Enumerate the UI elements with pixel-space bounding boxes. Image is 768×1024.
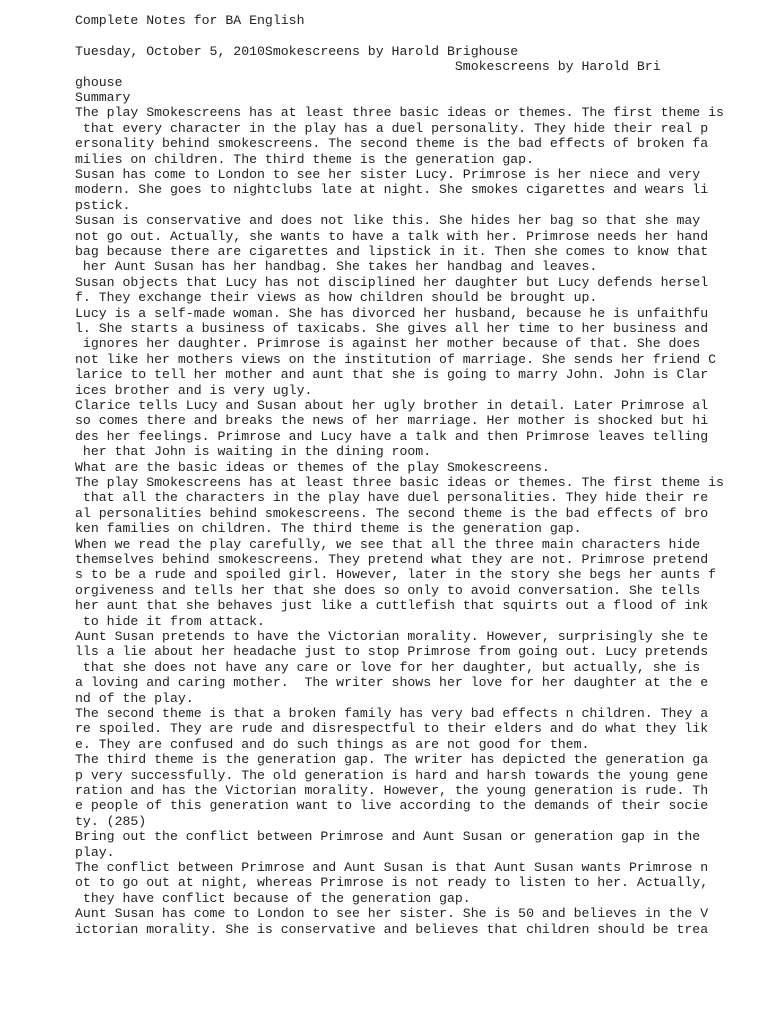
text-line: The play Smokescreens has at least three basic ideas or themes. The first theme is	[75, 475, 724, 490]
text-line: Smokescreens by Harold Bri	[75, 59, 661, 75]
text-line: ration and has the Victorian morality. However, the young generation is rude. Th	[75, 783, 709, 798]
text-line: p very successfully. The old generation is hard and harsh towards the young gene	[75, 767, 709, 783]
text-line: larice to tell her mother and aunt that she is going to marry John. John is Clar	[75, 367, 709, 383]
text-line: The conflict between Primrose and Aunt Susan is that Aunt Susan wants Primrose n	[75, 860, 709, 875]
document-title: Complete Notes for BA English	[75, 13, 305, 28]
text-line: al personalities behind smokescreens. The second theme is the bad effects of bro	[75, 505, 709, 521]
text-line: ty. (285)	[75, 813, 147, 829]
text-line: her aunt that she behaves just like a cuttlefish that squirts out a flood of ink	[75, 598, 709, 614]
text-line: Lucy is a self-made woman. She has divorced her husband, because he is unfaithfu	[75, 305, 709, 321]
text-line: Susan is conservative and does not like this. She hides her bag so that she may	[75, 213, 701, 229]
text-line: Tuesday, October 5, 2010Smokescreens by Harold Brighouse	[75, 43, 519, 59]
text-line: ictorian morality. She is conservative and believes that children should be trea	[75, 921, 709, 937]
text-line: they have conflict because of the generation gap.	[75, 890, 471, 906]
text-line: Clarice tells Lucy and Susan about her ugly brother in detail. Later Primrose al	[75, 398, 709, 413]
text-line: that she does not have any care or love for her daughter, but actually, she is	[75, 659, 701, 675]
text-line: Susan objects that Lucy has not disciplined her daughter but Lucy defends hersel	[75, 274, 709, 290]
text-line: s to be a rude and spoiled girl. However, later in the story she begs her aunts f	[75, 567, 717, 583]
text-line: des her feelings. Primrose and Lucy have a talk and then Primrose leaves telling	[75, 428, 709, 444]
text-line: her Aunt Susan has her handbag. She takes her handbag and leaves.	[75, 259, 598, 275]
text-line: modern. She goes to nightclubs late at night. She smokes cigarettes and wears li	[75, 182, 709, 198]
text-line: re spoiled. They are rude and disrespectful to their elders and do what they lik	[75, 721, 709, 737]
text-line: Susan has come to London to see her sister Lucy. Primrose is her niece and very	[75, 167, 701, 182]
text-line: her that John is waiting in the dining room.	[75, 444, 432, 460]
text-line: that every character in the play has a duel personality. They hide their real p	[75, 120, 709, 136]
text-line: not like her mothers views on the institution of marriage. She sends her friend C	[75, 351, 717, 367]
text-line: ignores her daughter. Primrose is against her mother because of that. She does	[75, 336, 701, 352]
text-line: so comes there and breaks the news of her marriage. Her mother is shocked but hi	[75, 413, 709, 429]
text-line: Bring out the conflict between Primrose and Aunt Susan or generation gap in the	[75, 829, 701, 845]
text-line: Aunt Susan pretends to have the Victorian morality. However, surprisingly she te	[75, 629, 709, 644]
text-line: play.	[75, 844, 115, 860]
text-line: What are the basic ideas or themes of the play Smokescreens.	[75, 459, 550, 475]
text-line: When we read the play carefully, we see that all the three main characters hide	[75, 536, 701, 552]
text-line: lls a lie about her headache just to stop Primrose from going out. Lucy pretends	[75, 644, 709, 660]
text-line: ersonality behind smokescreens. The second theme is the bad effects of broken fa	[75, 136, 709, 152]
text-line: nd of the play.	[75, 690, 194, 706]
text-line: not go out. Actually, she wants to have a talk with her. Primrose needs her hand	[75, 228, 709, 244]
text-line: The second theme is that a broken family has very bad effects n children. They a	[75, 706, 709, 721]
text-line: orgiveness and tells her that she does so only to avoid conversation. She tells	[75, 582, 701, 598]
text-line: e. They are confused and do such things as are not good for them.	[75, 736, 590, 752]
text-line: pstick.	[75, 197, 131, 213]
text-line: that all the characters in the play have duel personalities. They hide their re	[75, 490, 709, 506]
text-line: milies on children. The third theme is the generation gap.	[75, 151, 534, 167]
text-line: themselves behind smokescreens. They pretend what they are not. Primrose pretend	[75, 552, 709, 567]
text-line: The third theme is the generation gap. The writer has depicted the generation ga	[75, 752, 709, 768]
text-line: The play Smokescreens has at least three basic ideas or themes. The first theme is	[75, 105, 724, 121]
text-line: ken families on children. The third theme is the generation gap.	[75, 521, 582, 537]
text-line: f. They exchange their views as how children should be brought up.	[75, 290, 598, 306]
text-line: Summary	[75, 90, 131, 105]
text-line: ices brother and is very ugly.	[75, 382, 313, 398]
text-line: to hide it from attack.	[75, 613, 265, 629]
text-line: bag because there are cigarettes and lipstick in it. Then she comes to know that	[75, 244, 709, 259]
text-line: a loving and caring mother. The writer shows her love for her daughter at the e	[75, 675, 709, 691]
text-line: l. She starts a business of taxicabs. She gives all her time to her business and	[75, 321, 709, 336]
text-line: e people of this generation want to live according to the demands of their socie	[75, 798, 709, 814]
text-line: ot to go out at night, whereas Primrose is not ready to listen to her. Actually,	[75, 875, 709, 891]
text-line: Aunt Susan has come to London to see her sister. She is 50 and believes in the V	[75, 906, 709, 922]
text-line: ghouse	[75, 74, 123, 90]
